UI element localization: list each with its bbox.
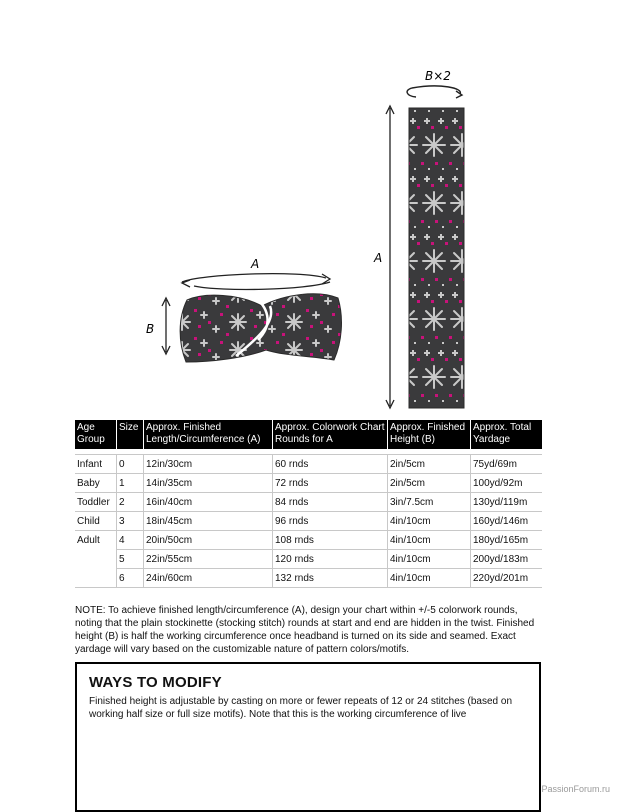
cell-yardage: 100yd/92m [471,474,543,493]
cell-size: 1 [117,474,144,493]
cell-age [75,569,117,588]
circular-arrow-icon [407,86,462,98]
ways-to-modify-box [75,662,541,812]
cell-rounds: 108 rnds [273,531,388,550]
header-rounds: Approx. Colorwork Chart Rounds for A [273,420,388,449]
knitted-strip [409,108,464,408]
cell-age [75,550,117,569]
label-a-short: A [251,257,260,271]
cell-age: Child [75,512,117,531]
cell-rounds: 72 rnds [273,474,388,493]
cell-size: 6 [117,569,144,588]
cell-length: 24in/60cm [144,569,273,588]
cell-size: 5 [117,550,144,569]
cell-height: 2in/5cm [388,455,471,474]
table-row [75,455,542,474]
twisted-headband-diagram [146,257,341,362]
table-row [75,550,542,569]
cell-yardage: 180yd/165m [471,531,543,550]
flat-strip-diagram [373,69,464,408]
table-header-row [75,420,542,449]
ways-to-modify-body: Finished height is adjustable by casting on more or fewer repeats of 12 or 24 stitches (based on working half size or full size motifs). Note that this is the working circumference of live [89,696,513,720]
cell-length: 22in/55cm [144,550,273,569]
table-row [75,493,542,512]
height-arrow-icon [162,298,170,354]
ways-to-modify-title: WAYS TO MODIFY [89,674,222,691]
cell-height: 4in/10cm [388,531,471,550]
cell-rounds: 60 rnds [273,455,388,474]
cell-yardage: 220yd/201m [471,569,543,588]
cell-yardage: 75yd/69m [471,455,543,474]
table-row [75,474,542,493]
cell-length: 14in/35cm [144,474,273,493]
header-height: Approx. Finished Height (B) [388,420,471,449]
cell-rounds: 132 rnds [273,569,388,588]
cell-height: 4in/10cm [388,512,471,531]
cell-length: 18in/45cm [144,512,273,531]
cell-rounds: 96 rnds [273,512,388,531]
header-age-group: Age Group [75,420,117,449]
label-b-times-2: B×2 [425,69,451,83]
cell-yardage: 130yd/119m [471,493,543,512]
header-size: Size [117,420,144,449]
cell-age: Baby [75,474,117,493]
vertical-arrow-icon [386,106,394,408]
cell-length: 20in/50cm [144,531,273,550]
cell-yardage: 160yd/146m [471,512,543,531]
cell-length: 16in/40cm [144,493,273,512]
cell-size: 2 [117,493,144,512]
cell-age: Toddler [75,493,117,512]
cell-age: Infant [75,455,117,474]
cell-length: 12in/30cm [144,455,273,474]
header-length: Approx. Finished Length/Circumference (A) [144,420,273,449]
table-note: NOTE: To achieve finished length/circumference (A), design your chart within +/-5 colorwork rounds, noting that the plain stockinette (stocking stitch) rounds at start and end are hidden in the twist. Finished height (B) is half the working circumference once headband is turned on its side and seamed. Exact yardage will vary based on the customizable nature of pattern colors/motifs. [75,605,535,655]
size-table [75,420,542,588]
cell-size: 3 [117,512,144,531]
header-yardage: Approx. Total Yardage [471,420,543,449]
cell-height: 3in/7.5cm [388,493,471,512]
cell-rounds: 120 rnds [273,550,388,569]
cell-yardage: 200yd/183m [471,550,543,569]
cell-size: 0 [117,455,144,474]
table-row [75,569,542,588]
table-row [75,512,542,531]
watermark: PassionForum.ru [541,784,610,794]
horizontal-arrow-icon [182,274,330,290]
table-row [75,531,542,550]
cell-height: 4in/10cm [388,569,471,588]
label-b: B [146,322,155,336]
cell-height: 4in/10cm [388,550,471,569]
label-a-tall: A [374,251,383,265]
cell-height: 2in/5cm [388,474,471,493]
cell-size: 4 [117,531,144,550]
cell-rounds: 84 rnds [273,493,388,512]
cell-age: Adult [77,534,100,546]
